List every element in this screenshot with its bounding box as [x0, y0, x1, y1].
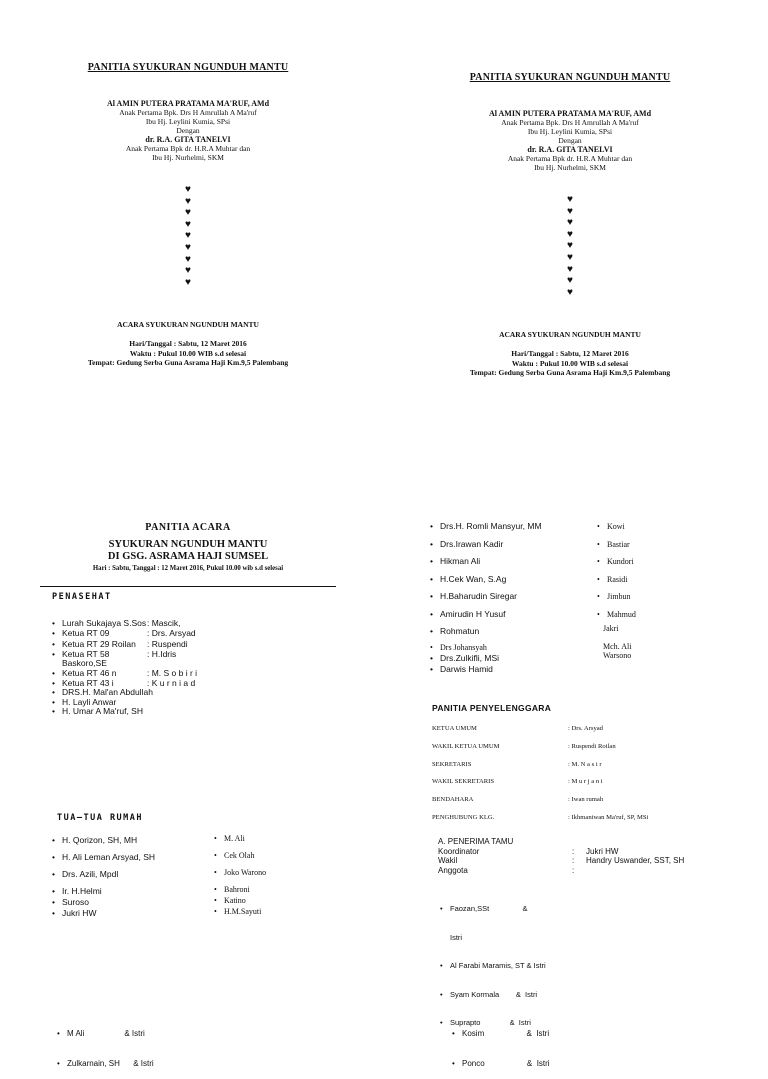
groom-parent-line-1: Anak Pertama Bpk. Drs H Amrullah A Ma'ruf: [501, 118, 639, 127]
list-item: • Syam Kormala & Istri: [438, 990, 638, 1000]
groom-parent-line-2: Ibu Hj. Leylini Kumia, SPsi: [527, 127, 613, 136]
list-item: • H.Baharudin Siregar: [428, 591, 598, 602]
bride-parent-line-2: Ibu Hj. Nurhelmi, SKM: [152, 153, 224, 162]
list-item: • Drs Johansyah: [428, 642, 598, 653]
right-name-list: [428, 521, 598, 675]
extra-name-2: Mch. Ali: [603, 642, 632, 651]
list-item: • Drs.Irawan Kadir: [428, 539, 598, 550]
list-item: • Ir. H.Helmi: [50, 886, 210, 897]
right-name-list-2: [595, 521, 685, 620]
list-item: • M Ali & Istri: [55, 1029, 255, 1039]
extra-name-1: Jakri: [603, 624, 619, 633]
list-item: • Ketua RT 29 Roilan : Ruspendi: [50, 640, 300, 650]
penyelenggara-heading: PANITIA PENYELENGGARA: [432, 703, 552, 713]
invitation-card-1: [38, 62, 338, 368]
groom-name: Al AMIN PUTERA PRATAMA MA'RUF, AMd: [106, 99, 270, 108]
list-item: • H. Qorizon, SH, MH: [50, 835, 210, 846]
heart-icons: ♥ ♥ ♥ ♥ ♥ ♥ ♥ ♥ ♥: [567, 194, 573, 298]
card-title: PANITIA SYUKURAN NGUNDUH MANTU: [87, 62, 289, 73]
acara-tempat: Tempat: Gedung Serba Guna Asrama Haji Km.9,5 Palembang: [87, 358, 289, 368]
with-text: Dengan: [558, 136, 582, 145]
list-item: • Rohmatun: [428, 626, 598, 637]
list-item: • Katino: [212, 895, 322, 906]
list-item: • Joko Warono: [212, 867, 322, 878]
bride-parent-line-1: Anak Pertama Bpk dr. H.R.A Muhtar dan: [507, 154, 633, 163]
list-item: • Ketua RT 43 i : K u r n i a d: [50, 679, 300, 689]
bottom-left-list: [55, 1009, 255, 1079]
extra-name-3: Warsono: [603, 651, 632, 660]
panitia-info: Hari : Sabtu, Tanggal : 12 Maret 2016, Pukul 10.00 wib s.d selesai: [92, 565, 284, 572]
bride-name: dr. R.A. GITA TANELVI: [145, 135, 231, 144]
acara-tempat: Tempat: Gedung Serba Guna Asrama Haji Km.9,5 Palembang: [469, 368, 671, 378]
panitia-header: [40, 522, 336, 572]
acara-hari: Hari/Tanggal : Sabtu, 12 Maret 2016: [129, 339, 247, 349]
anggota-row: Anggota :: [438, 865, 575, 875]
bride-name: dr. R.A. GITA TANELVI: [527, 145, 613, 154]
list-item: • Kosim & Istri: [450, 1029, 650, 1039]
list-item: • Suprapto & Istri: [438, 1018, 638, 1028]
list-item: • H.M.Sayuti: [212, 906, 322, 917]
list-item: • Mahmud: [595, 609, 685, 620]
panitia-subtitle-1: SYUKURAN NGUNDUH MANTU: [108, 539, 268, 550]
list-item: • Kundori: [595, 556, 685, 567]
tuarumah-right-list: [212, 833, 322, 917]
list-item: • Kowi: [595, 521, 685, 532]
penasehat-heading: PENASEHAT: [52, 592, 112, 602]
list-item: • M. Ali: [212, 833, 322, 844]
penerima-heading: A. PENERIMA TAMU: [438, 837, 514, 846]
list-item: • H. Umar A Ma'ruf, SH: [50, 707, 300, 717]
list-item: • Hikman Ali: [428, 556, 598, 567]
list-item: • Rasidi: [595, 574, 685, 585]
bride-parent-line-1: Anak Pertama Bpk dr. H.R.A Muhtar dan: [125, 144, 251, 153]
list-item: • Zulkarnain, SH & Istri: [55, 1059, 255, 1069]
groom-parent-line-1: Anak Pertama Bpk. Drs H Amrullah A Ma'ruf: [119, 108, 257, 117]
list-item: • Bastiar: [595, 539, 685, 550]
heart-icons: ♥ ♥ ♥ ♥ ♥ ♥ ♥ ♥ ♥: [185, 184, 191, 288]
penerima-section: [432, 837, 732, 875]
penasehat-list: [50, 619, 300, 717]
list-item: • Drs.Zulkifli, MSi: [428, 653, 598, 664]
tuarumah-left-list: [50, 835, 210, 919]
list-item: • H. Ali Leman Arsyad, SH: [50, 852, 210, 863]
list-item: • H.Cek Wan, S.Ag: [428, 574, 598, 585]
acara-title: ACARA SYUKURAN NGUNDUH MANTU: [499, 330, 641, 340]
table-row: BENDAHARA : Iwan rumah: [432, 796, 604, 804]
acara-waktu: Waktu : Pukul 10.00 WIB s.d selesai: [511, 358, 629, 368]
table-row: KETUA UMUM : Drs. Arsyad: [432, 725, 603, 732]
list-item: • Jimbun: [595, 591, 685, 602]
bride-parent-line-2: Ibu Hj. Nurhelmi, SKM: [534, 163, 606, 172]
penyelenggara-table: [432, 725, 732, 832]
list-item: • H. Layli Anwar: [50, 698, 300, 708]
table-row: SEKRETARIS : M. N a s i r: [432, 760, 602, 768]
list-item: • Ponco & Istri: [450, 1059, 650, 1069]
list-item: Istri: [450, 932, 463, 942]
list-item: • Ketua RT 46 n : M. S o b i r i: [50, 669, 300, 679]
acara-waktu: Waktu : Pukul 10.00 WIB s.d selesai: [129, 348, 247, 358]
groom-parent-line-2: Ibu Hj. Leylini Kumia, SPsi: [145, 117, 231, 126]
list-item: • Ketua RT 58 Baskoro,SE: H.Idris: [50, 650, 300, 669]
list-item: • Darwis Hamid: [428, 664, 598, 675]
list-item: • Jukri HW: [50, 908, 210, 919]
table-row: PENGHUBUNG KLG. : Ikhmaniwan Ma'ruf, SP, MSi: [432, 813, 649, 821]
list-item: • Amirudin H Yusuf: [428, 609, 598, 620]
wakil-row: Wakil : Handry Uswander, SST, SH: [438, 856, 685, 865]
table-row: WAKIL KETUA UMUM : Ruspendi Roilan: [432, 742, 616, 750]
acara-hari: Hari/Tanggal : Sabtu, 12 Maret 2016: [511, 349, 629, 359]
list-item: • Al Farabi Maramis, ST & Istri: [438, 961, 638, 971]
list-item: • Bahroni: [212, 884, 322, 895]
list-item: • DRS.H. Mal'an Abdullah: [50, 688, 300, 698]
list-item: • Cek Olah: [212, 850, 322, 861]
list-item: • Ketua RT 09 : Drs. Arsyad: [50, 629, 300, 639]
panitia-subtitle-2: DI GSG. ASRAMA HAJI SUMSEL: [107, 551, 269, 562]
list-item: • Faozan,SSt &: [438, 904, 638, 914]
list-item: • Suroso: [50, 897, 210, 908]
list-item: • Drs.H. Romli Mansyur, MM: [428, 521, 598, 532]
acara-title: ACARA SYUKURAN NGUNDUH MANTU: [117, 320, 259, 330]
koordinator-row: Koordinator : Jukri HW: [438, 846, 619, 856]
list-item: • Drs. Azili, Mpdl: [50, 869, 210, 880]
tuarumah-heading: TUA–TUA RUMAH: [57, 813, 144, 823]
groom-name: Al AMIN PUTERA PRATAMA MA'RUF, AMd: [488, 109, 652, 118]
table-row: WAKIL SEKRETARIS : M u r j a n i: [432, 778, 603, 786]
card-title: PANITIA SYUKURAN NGUNDUH MANTU: [469, 72, 671, 83]
list-item: • Lurah Sukajaya S.Sos: Mascik,: [50, 619, 300, 629]
panitia-title: PANITIA ACARA: [145, 522, 231, 533]
invitation-card-2: [420, 72, 720, 378]
bottom-right-list: [450, 1009, 650, 1079]
with-text: Dengan: [176, 126, 200, 135]
divider: [40, 586, 336, 587]
